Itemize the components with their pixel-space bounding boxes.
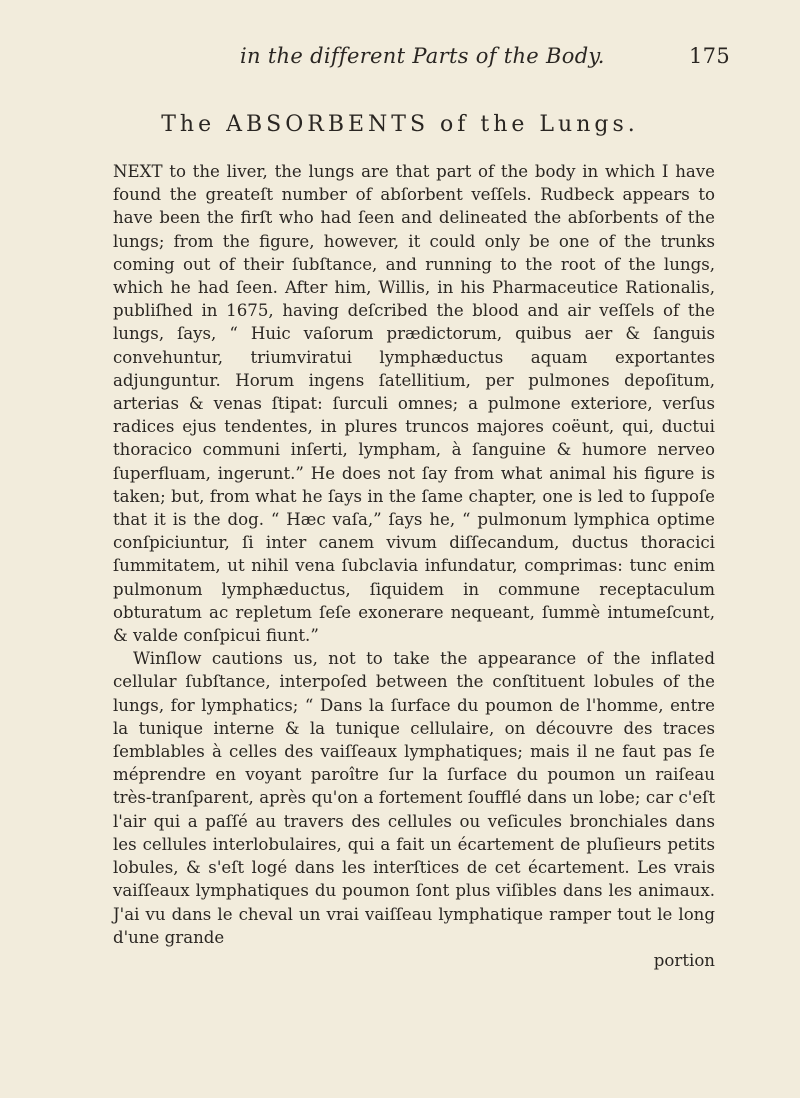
page-number: 175 xyxy=(689,44,730,68)
paragraph-1: NEXT to the liver, the lungs are that part of the body in which I have found the greateſt number of abſorbent veſſels. Rudbeck appears to have been the firſt who had ſeen and delineated the abſorbents of the lungs; from the figure, however, it could only be one of the trunks coming out of their ſubſtance, and running to the root of the lungs, which he had ſeen. After him, Willis, in his Pharmaceutice Rationalis, publiſhed in 1675, having deſcribed the blood and air veſſels of the lungs, ſays, “ Huic vaſorum prædictorum, quibus aer & ſanguis convehuntur, triumviratui lymphæductus aquam exportantes adjunguntur. Horum ingens ſatellitium, per pulmones depoſitum, arterias & venas ſtipat: ſurculi omnes; a pulmone exteriore, verſus radices ejus tendentes, in plures truncos majores coëunt, qui, ductui thoracico communi inſerti, lympham, à ſanguine & humore nerveo ſuperfluam, ingerunt.” He does not ſay from what animal his figure is taken; but, from what he ſays in the ſame chapter, one is led to ſuppoſe that it is the dog. “ Hæc vaſa,” ſays he, “ pulmonum lymphica optime conſpiciuntur, ſi inter canem vivum diſſecandum, ductus thoracici ſummitatem, ut nihil vena ſubclavia infundatur, comprimas: tunc enim pulmonum lymphæductus, ſiquidem in commune receptaculum obturatum ac repletum ſeſe exonerare nequeant, ſummè intumeſcunt, & valde conſpicui fiunt.” xyxy=(113,162,715,646)
paragraph-2: Winſlow cautions us, not to take the appearance of the inflated cellular ſubſtance, interpoſed between the conſtituent lobules of the lungs, for lymphatics; “ Dans la ſurface du poumon de l'homme, entre la tunique interne & la tunique cellulaire, on découvre des traces ſemblables à celles des vaiſſeaux lymphatiques; mais il ne faut pas ſe méprendre en voyant paroître ſur la ſurface du poumon un raiſeau très-tranſparent, après qu'on a fortement ſoufflé dans un lobe; car c'eſt l'air qui a paſſé au travers des cellules ou veſicules bronchiales dans les cellules interlobulaires, qui a fait un écartement de pluſieurs petits lobules, & s'eſt logé dans les interſtices de cet écartement. Les vrais vaiſſeaux lymphatiques du poumon ſont plus viſibles dans les animaux. J'ai vu dans le cheval un vrai vaiſſeau lymphatique ramper tout le long d'une grande xyxy=(113,649,715,947)
body-text xyxy=(113,160,715,972)
catchword: portion xyxy=(653,950,715,970)
section-title: The ABSORBENTS of the Lungs. xyxy=(161,112,639,137)
running-head xyxy=(240,44,730,68)
running-head-title: in the different Parts of the Body. xyxy=(240,44,605,68)
